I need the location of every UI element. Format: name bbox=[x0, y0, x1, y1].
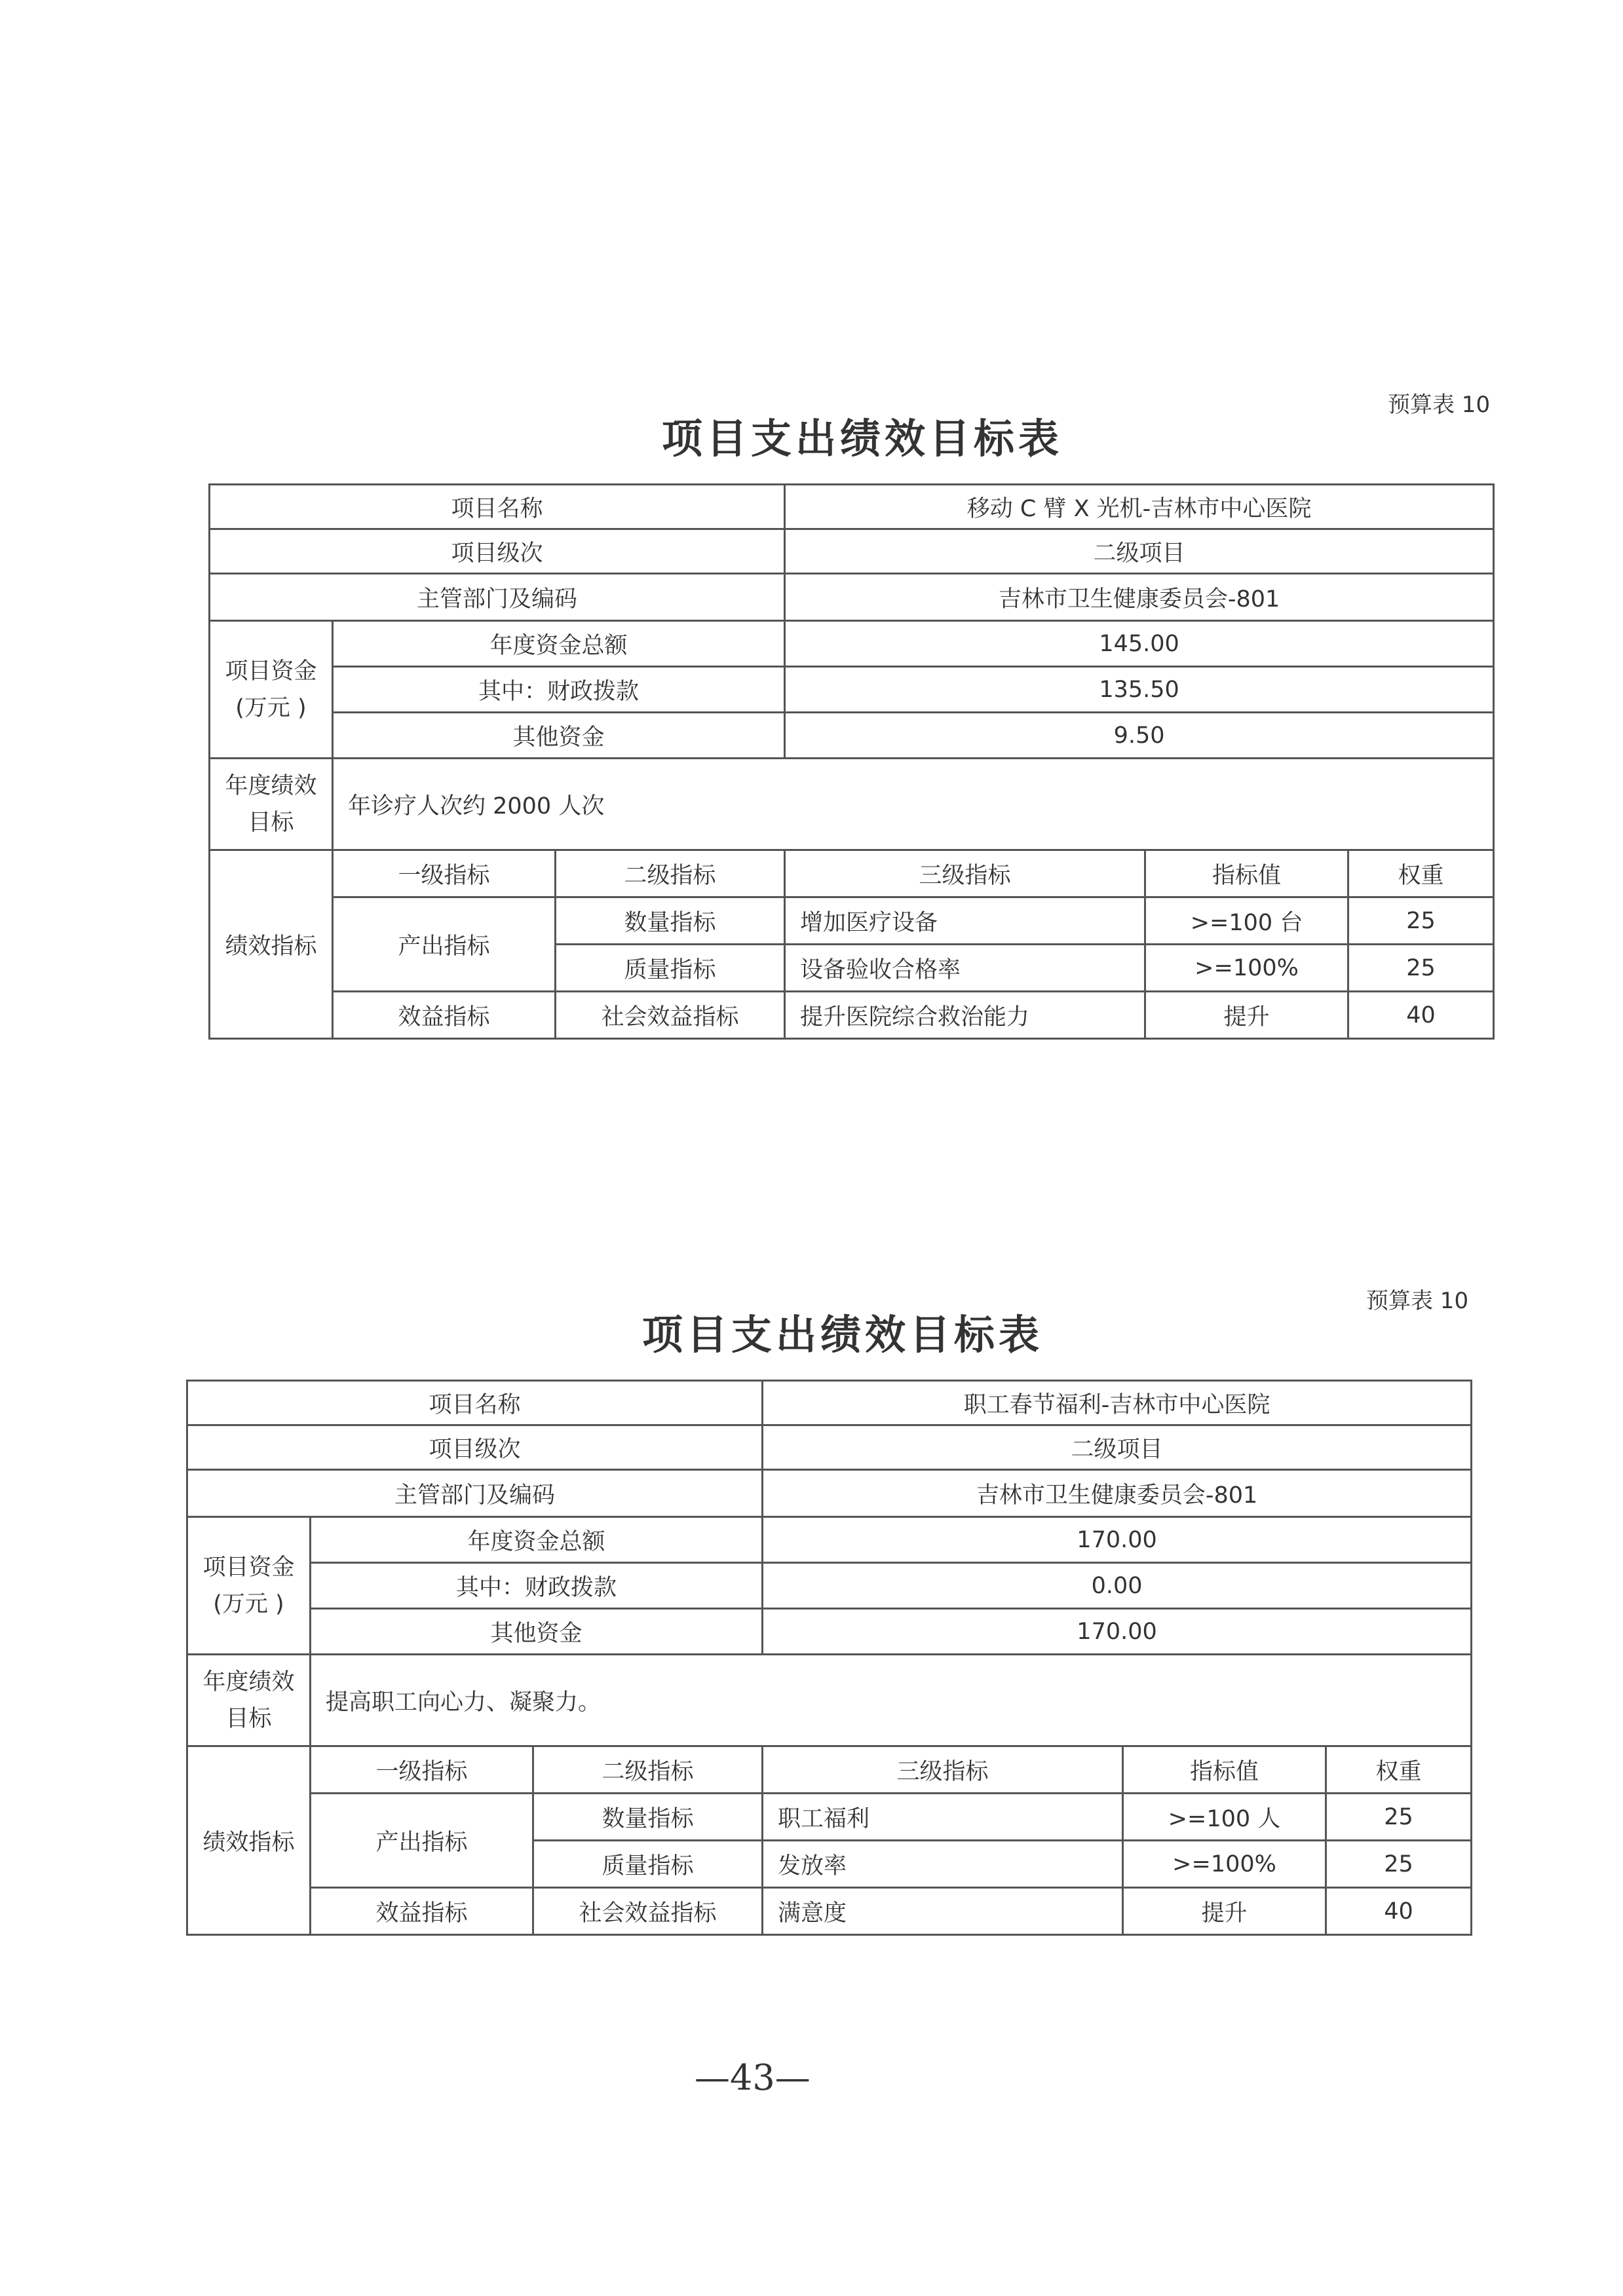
header-level3: 三级指标 bbox=[785, 850, 1145, 897]
other-funds-value: 9.50 bbox=[785, 713, 1494, 759]
page-number: —43— bbox=[695, 2057, 811, 2098]
annual-goal-label-line2: 目标 bbox=[225, 1705, 272, 1732]
project-name-value: 移动 C 臂 X 光机-吉林市中心医院 bbox=[785, 485, 1494, 529]
funds-label-line1: 项目资金 bbox=[225, 658, 317, 685]
total-funds-value: 145.00 bbox=[785, 621, 1494, 667]
level3-indicator: 提升医院综合救治能力 bbox=[785, 992, 1145, 1039]
department-label: 主管部门及编码 bbox=[210, 574, 785, 621]
department-label: 主管部门及编码 bbox=[187, 1470, 763, 1517]
project-name-label: 项目名称 bbox=[187, 1381, 763, 1425]
funds-label-line2: (万元 ) bbox=[213, 1590, 284, 1617]
annual-goal-label-line1: 年度绩效 bbox=[202, 1668, 295, 1695]
project-name-value: 职工春节福利-吉林市中心医院 bbox=[763, 1381, 1472, 1425]
level3-indicator: 满意度 bbox=[763, 1888, 1123, 1935]
other-funds-label: 其他资金 bbox=[333, 713, 785, 759]
indicator-value: 提升 bbox=[1123, 1888, 1326, 1935]
project-name-label: 项目名称 bbox=[210, 485, 785, 529]
quantity-indicator: 数量指标 bbox=[556, 897, 785, 945]
project-level-label: 项目级次 bbox=[187, 1425, 763, 1470]
performance-table bbox=[186, 1380, 1472, 1936]
annual-goal-label-line2: 目标 bbox=[248, 809, 294, 836]
benefit-indicator: 效益指标 bbox=[311, 1888, 533, 1935]
header-level3: 三级指标 bbox=[763, 1746, 1123, 1794]
funds-label-line1: 项目资金 bbox=[202, 1554, 295, 1581]
social-benefit-indicator: 社会效益指标 bbox=[556, 992, 785, 1039]
fiscal-funds-label: 其中：财政拨款 bbox=[333, 667, 785, 713]
header-value: 指标值 bbox=[1145, 850, 1348, 897]
project-level-value: 二级项目 bbox=[763, 1425, 1472, 1470]
output-indicator: 产出指标 bbox=[333, 897, 556, 992]
table-title: 项目支出绩效目标表 bbox=[662, 415, 1063, 462]
level3-indicator: 发放率 bbox=[763, 1841, 1123, 1888]
table-title: 项目支出绩效目标表 bbox=[642, 1311, 1044, 1359]
annual-goal-label-line1: 年度绩效 bbox=[225, 772, 317, 799]
level3-indicator: 职工福利 bbox=[763, 1794, 1123, 1841]
header-weight: 权重 bbox=[1348, 850, 1494, 897]
fiscal-funds-label: 其中：财政拨款 bbox=[311, 1563, 763, 1609]
level3-indicator: 增加医疗设备 bbox=[785, 897, 1145, 945]
annual-goal-value: 提高职工向心力、凝聚力。 bbox=[311, 1655, 1472, 1746]
indicator-weight: 25 bbox=[1326, 1794, 1472, 1841]
header-level1: 一级指标 bbox=[333, 850, 556, 897]
table-number: 预算表 10 bbox=[1366, 1288, 1469, 1314]
indicators-label: 绩效指标 bbox=[210, 850, 333, 1039]
quality-indicator: 质量指标 bbox=[533, 1841, 763, 1888]
indicator-value: >=100 人 bbox=[1123, 1794, 1326, 1841]
quantity-indicator: 数量指标 bbox=[533, 1794, 763, 1841]
funds-label bbox=[187, 1517, 311, 1655]
annual-goal-label bbox=[187, 1655, 311, 1746]
header-value: 指标值 bbox=[1123, 1746, 1326, 1794]
header-level1: 一级指标 bbox=[311, 1746, 533, 1794]
indicator-value: 提升 bbox=[1145, 992, 1348, 1039]
indicator-weight: 25 bbox=[1326, 1841, 1472, 1888]
annual-goal-label bbox=[210, 759, 333, 850]
other-funds-value: 170.00 bbox=[763, 1609, 1472, 1655]
quality-indicator: 质量指标 bbox=[556, 945, 785, 992]
total-funds-label: 年度资金总额 bbox=[333, 621, 785, 667]
fiscal-funds-value: 0.00 bbox=[763, 1563, 1472, 1609]
funds-label bbox=[210, 621, 333, 759]
indicator-weight: 40 bbox=[1348, 992, 1494, 1039]
indicator-value: >=100% bbox=[1123, 1841, 1326, 1888]
total-funds-label: 年度资金总额 bbox=[311, 1517, 763, 1563]
indicator-value: >=100 台 bbox=[1145, 897, 1348, 945]
department-value: 吉林市卫生健康委员会-801 bbox=[785, 574, 1494, 621]
output-indicator: 产出指标 bbox=[311, 1794, 533, 1888]
annual-goal-value: 年诊疗人次约 2000 人次 bbox=[333, 759, 1494, 850]
department-value: 吉林市卫生健康委员会-801 bbox=[763, 1470, 1472, 1517]
indicator-weight: 40 bbox=[1326, 1888, 1472, 1935]
project-level-label: 项目级次 bbox=[210, 529, 785, 574]
fiscal-funds-value: 135.50 bbox=[785, 667, 1494, 713]
performance-table bbox=[208, 483, 1495, 1040]
other-funds-label: 其他资金 bbox=[311, 1609, 763, 1655]
total-funds-value: 170.00 bbox=[763, 1517, 1472, 1563]
indicator-value: >=100% bbox=[1145, 945, 1348, 992]
header-level2: 二级指标 bbox=[556, 850, 785, 897]
table-number: 预算表 10 bbox=[1388, 392, 1491, 418]
social-benefit-indicator: 社会效益指标 bbox=[533, 1888, 763, 1935]
header-weight: 权重 bbox=[1326, 1746, 1472, 1794]
indicator-weight: 25 bbox=[1348, 945, 1494, 992]
benefit-indicator: 效益指标 bbox=[333, 992, 556, 1039]
indicator-weight: 25 bbox=[1348, 897, 1494, 945]
funds-label-line2: (万元 ) bbox=[235, 694, 307, 721]
header-level2: 二级指标 bbox=[533, 1746, 763, 1794]
level3-indicator: 设备验收合格率 bbox=[785, 945, 1145, 992]
indicators-label: 绩效指标 bbox=[187, 1746, 311, 1935]
project-level-value: 二级项目 bbox=[785, 529, 1494, 574]
